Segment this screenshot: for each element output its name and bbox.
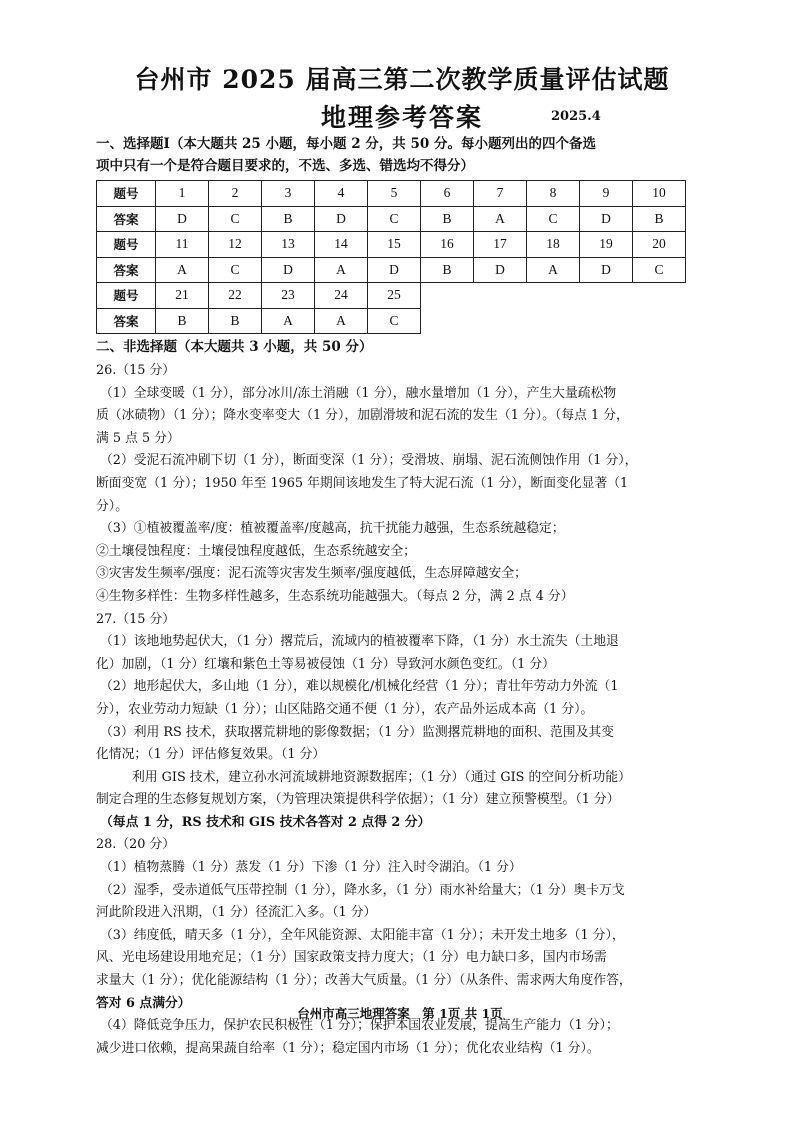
answer-line: ②土壤侵蚀程度：土壤侵蚀程度越低，生态系统越安全； <box>96 543 416 559</box>
answer-cell: D <box>474 257 527 283</box>
empty-cell <box>580 308 633 334</box>
answer-line: （1）全球变暖（1 分），部分冰川/冻土消融（1 分），融水量增加（1 分），产生大量疏松物 <box>100 385 617 401</box>
answer-cell: B <box>421 257 474 283</box>
question-number: 12 <box>209 232 262 258</box>
answer-line: 风、光电场建设用地充足；（1 分）国家政策支持力度大；（1 分）电力缺口多，国内市场需 <box>96 950 607 966</box>
subtitle-row <box>96 98 708 132</box>
table-row-a-3 <box>97 308 686 334</box>
answer-line: 质（冰碛物）（1 分）；降水变率变大（1 分），加剧滑坡和泥石流的发生（1 分）。（每点 1 分， <box>96 408 629 424</box>
answer-line: 减少进口依赖，提高果蔬自给率（1 分）；稳定国内市场（1 分）；优化农业结构（1 分）。 <box>96 1040 600 1056</box>
row-label: 题号 <box>97 232 156 258</box>
question-number: 4 <box>315 181 368 207</box>
answer-line: 分）。 <box>96 498 128 514</box>
answer-cell: D <box>262 257 315 283</box>
answer-cell: D <box>315 206 368 232</box>
answer-line: 答对 6 点满分） <box>96 995 191 1011</box>
answer-cell: C <box>209 257 262 283</box>
question-number: 6 <box>421 181 474 207</box>
question-number: 14 <box>315 232 368 258</box>
empty-cell <box>474 308 527 334</box>
answer-cell: A <box>315 308 368 334</box>
answer-cell: C <box>368 308 421 334</box>
answer-line: 满 5 点 5 分） <box>96 430 180 446</box>
empty-cell <box>633 308 686 334</box>
answer-cell: B <box>633 206 686 232</box>
question-number: 25 <box>368 283 421 309</box>
answer-line: 化）加剧，（1 分）红壤和紫色土等易被侵蚀（1 分）导致河水颜色变红。（1 分） <box>96 656 555 672</box>
table-row-q-3 <box>97 283 686 309</box>
answer-line: （3）纬度低，晴天多（1 分），全年风能资源、太阳能丰富（1 分）；未开发土地多（1 分）， <box>100 927 625 943</box>
table-row-q-2 <box>97 232 686 258</box>
question-number: 20 <box>633 232 686 258</box>
question-number: 21 <box>156 283 209 309</box>
answer-line: 化情况；（1 分）评估修复效果。（1 分） <box>96 747 326 763</box>
row-label: 题号 <box>97 181 156 207</box>
answer-cell: A <box>262 308 315 334</box>
answer-line: 断面变宽（1 分）；1950 年至 1965 年期间该地发生了特大泥石流（1 分），断面变化显著（1 <box>96 475 629 491</box>
question-number: 11 <box>156 232 209 258</box>
row-label: 答案 <box>97 206 156 232</box>
question-number: 9 <box>580 181 633 207</box>
answer-cell: D <box>156 206 209 232</box>
page-title: 台州市 2025 届高三第二次教学质量评估试题 <box>134 65 670 94</box>
section1-heading-cont: 项中只有一个是符合题目要求的，不选、多选、错选均不得分） <box>96 158 474 174</box>
answer-line: （2）地形起伏大，多山地（1 分），难以规模化/机械化经营（1 分）；青壮年劳动力外流（1 <box>100 679 619 695</box>
empty-cell <box>527 308 580 334</box>
empty-cell <box>421 283 474 309</box>
answer-cell: D <box>368 257 421 283</box>
answer-cell: A <box>156 257 209 283</box>
answer-cell: A <box>474 206 527 232</box>
answer-cell: C <box>368 206 421 232</box>
answer-line: 利用 GIS 技术，建立孙水河流域耕地资源数据库；（1 分）（通过 GIS 的空间分析功能） <box>132 769 631 785</box>
answer-line: 分），农业劳动力短缺（1 分）；山区陆路交通不便（1 分），农产品外运成本高（1 分）。 <box>96 701 594 717</box>
answer-line: （4）降低竞争压力，保护农民积极性（1 分）；保护本国农业发展，提高生产能力（1 分）； <box>100 1018 619 1034</box>
question-number: 15 <box>368 232 421 258</box>
question-number: 1 <box>156 181 209 207</box>
question-number: 23 <box>262 283 315 309</box>
page-footer: 台州市高三地理答案 第 1页 共 1页 <box>297 1006 503 1021</box>
empty-cell <box>633 283 686 309</box>
answer-line: （1）该地地势起伏大，（1 分）撂荒后，流域内的植被覆率下降，（1 分）水土流失（土地退 <box>100 634 619 650</box>
answer-cell: B <box>421 206 474 232</box>
answer-cell: A <box>527 257 580 283</box>
answer-line: 27.（15 分） <box>96 611 176 627</box>
answer-line: 28.（20 分） <box>96 837 176 853</box>
answer-cell: C <box>527 206 580 232</box>
answer-cell: B <box>156 308 209 334</box>
answer-cell: D <box>580 206 633 232</box>
answer-cell: C <box>209 206 262 232</box>
question-number: 2 <box>209 181 262 207</box>
row-label: 答案 <box>97 257 156 283</box>
answer-line: 26.（15 分） <box>96 363 176 378</box>
answer-line: （2）湿季，受赤道低气压带控制（1 分），降水多，（1 分）雨水补给量大；（1 分）奥卡万戈 <box>100 882 625 898</box>
answer-cell: A <box>315 257 368 283</box>
empty-cell <box>580 283 633 309</box>
page-subtitle: 地理参考答案 <box>320 103 483 132</box>
row-label: 题号 <box>97 283 156 309</box>
section2-heading: 二、非选择题（本大题共 3 小题，共 50 分） <box>96 339 373 355</box>
section2-body <box>96 360 708 1060</box>
empty-cell <box>527 283 580 309</box>
question-number: 24 <box>315 283 368 309</box>
question-number: 22 <box>209 283 262 309</box>
row-label: 答案 <box>97 308 156 334</box>
answer-table <box>96 180 686 334</box>
answer-cell: B <box>209 308 262 334</box>
answer-cell: C <box>633 257 686 283</box>
table-row-q-1 <box>97 181 686 207</box>
question-number: 8 <box>527 181 580 207</box>
answer-line: ③灾害发生频率/强度：泥石流等灾害发生频率/强度越低，生态屏障越安全； <box>96 566 527 582</box>
table-row-a-1 <box>97 206 686 232</box>
answer-line: （1）植物蒸腾（1 分）蒸发（1 分）下渗（1 分）注入时令湖泊。（1 分） <box>100 860 522 876</box>
answer-line: ④生物多样性：生物多样性越多，生态系统功能越强大。（每点 2 分，满 2 点 4 分） <box>96 588 574 604</box>
answer-line: 河此阶段进入汛期，（1 分）径流汇入多。（1 分） <box>96 905 377 921</box>
answer-cell: B <box>262 206 315 232</box>
answer-line: （3）利用 RS 技术，获取撂荒耕地的影像数据；（1 分）监测撂荒耕地的面积、范围及其变 <box>100 724 614 740</box>
section1-heading: 一、选择题Ⅰ（本大题共 25 小题，每小题 2 分，共 50 分。每小题列出的四个备选 <box>96 136 596 152</box>
question-number: 10 <box>633 181 686 207</box>
question-number: 18 <box>527 232 580 258</box>
question-number: 3 <box>262 181 315 207</box>
answer-line: （3）①植被覆盖率/度：植被覆盖率/度越高，抗干扰能力越强，生态系统越稳定； <box>100 521 565 537</box>
answer-line: （每点 1 分，RS 技术和 GIS 技术各答对 2 点得 2 分） <box>100 814 431 830</box>
question-number: 17 <box>474 232 527 258</box>
empty-cell <box>421 308 474 334</box>
question-number: 5 <box>368 181 421 207</box>
exam-date: 2025.4 <box>551 109 601 124</box>
empty-cell <box>474 283 527 309</box>
question-number: 19 <box>580 232 633 258</box>
answer-cell: D <box>580 257 633 283</box>
question-number: 16 <box>421 232 474 258</box>
question-number: 7 <box>474 181 527 207</box>
answer-line: 求量大（1 分）；优化能源结构（1 分）；改善大气质量。（1 分）（从条件、需求两大角度作答， <box>96 973 632 989</box>
table-row-a-2 <box>97 257 686 283</box>
answer-line: （2）受泥石流冲刷下切（1 分），断面变深（1 分）；受滑坡、崩塌、泥石流侧蚀作用（1 分）， <box>100 453 638 469</box>
question-number: 13 <box>262 232 315 258</box>
answer-line: 制定合理的生态修复规划方案，（为管理决策提供科学依据）；（1 分）建立预警模型。（1 分） <box>96 792 620 808</box>
